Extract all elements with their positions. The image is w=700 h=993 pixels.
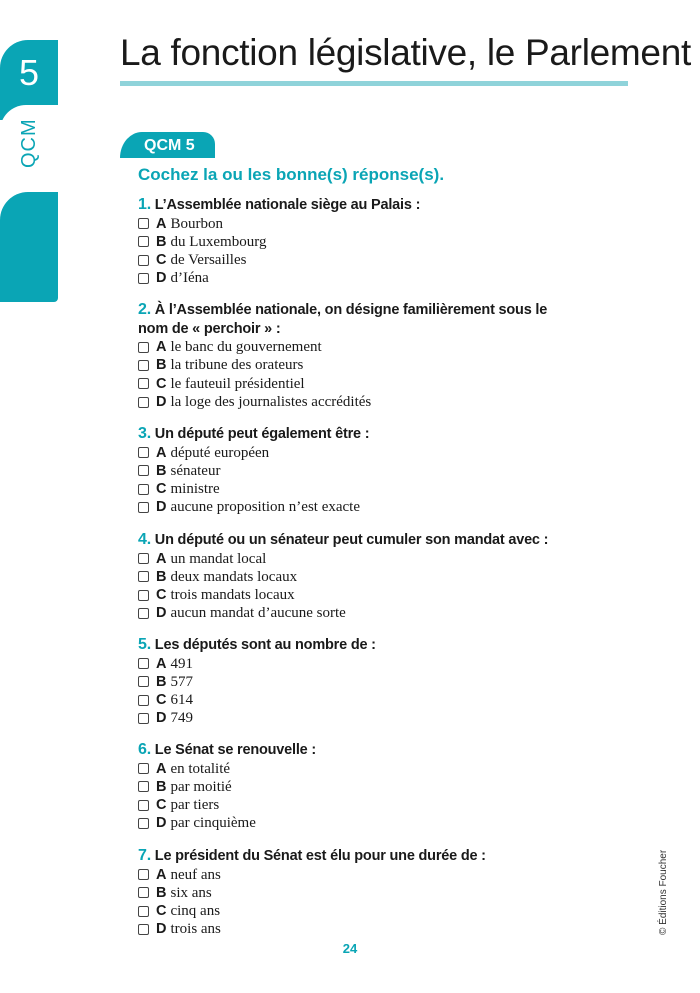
option-letter: C (156, 481, 167, 498)
option-text: 614 (170, 692, 193, 709)
option-letter: D (156, 499, 167, 516)
option-letter: D (156, 921, 167, 938)
checkbox[interactable] (138, 658, 149, 669)
option-text: la tribune des orateurs (170, 357, 304, 374)
question (138, 425, 558, 517)
answer-option[interactable] (138, 866, 558, 884)
answer-option[interactable] (138, 498, 558, 516)
option-text: la loge des journalistes accrédités (170, 393, 372, 410)
checkbox[interactable] (138, 608, 149, 619)
question-label: Le Sénat se renouvelle : (154, 742, 317, 758)
answer-option[interactable] (138, 375, 558, 393)
option-letter: B (156, 462, 167, 479)
option-text: de Versailles (170, 252, 247, 269)
option-text: en totalité (170, 760, 231, 777)
question-text (138, 741, 558, 760)
option-letter: C (156, 587, 167, 604)
question (138, 196, 558, 288)
question-number: 6. (138, 741, 151, 758)
section-label: QCM (18, 118, 40, 168)
option-letter: A (156, 215, 167, 232)
checkbox[interactable] (138, 763, 149, 774)
answer-option[interactable] (138, 568, 558, 586)
option-letter: A (156, 339, 167, 355)
question-label: Un député ou un sénateur peut cumuler son mandat avec : (154, 532, 549, 548)
option-text: trois ans (170, 921, 221, 938)
option-letter: B (156, 233, 167, 250)
answer-option[interactable] (138, 269, 558, 287)
checkbox[interactable] (138, 800, 149, 811)
option-letter: A (156, 760, 167, 777)
question-label: Les députés sont au nombre de : (154, 637, 376, 653)
option-text: par cinquième (170, 815, 256, 832)
question-number: 5. (138, 636, 151, 653)
question-text (138, 531, 558, 550)
option-letter: B (156, 884, 167, 901)
checkbox[interactable] (138, 236, 149, 247)
checkbox[interactable] (138, 887, 149, 898)
question-number: 3. (138, 425, 151, 442)
page-title: La fonction législative, le Parlement (120, 32, 691, 73)
answer-option[interactable] (138, 673, 558, 691)
option-text: aucune proposition n’est exacte (170, 499, 360, 516)
checkbox[interactable] (138, 218, 149, 229)
option-letter: A (156, 866, 167, 883)
option-letter: C (156, 692, 167, 709)
answer-option[interactable] (138, 691, 558, 709)
checkbox[interactable] (138, 869, 149, 880)
answer-option[interactable] (138, 884, 558, 902)
checkbox[interactable] (138, 465, 149, 476)
option-letter: D (156, 393, 167, 410)
answer-option[interactable] (138, 778, 558, 796)
qcm-badge: QCM 5 (120, 132, 215, 158)
answer-option[interactable] (138, 356, 558, 374)
question-text (138, 847, 558, 866)
answer-option[interactable] (138, 251, 558, 269)
question-number: 1. (138, 196, 151, 213)
option-text: sénateur (170, 462, 221, 479)
answer-option[interactable] (138, 462, 558, 480)
option-text: par moitié (170, 778, 232, 795)
question (138, 847, 558, 939)
answer-option[interactable] (138, 902, 558, 920)
question-label: L’Assemblée nationale siège au Palais : (154, 197, 421, 213)
option-text: cinq ans (170, 903, 221, 920)
option-text: 491 (170, 655, 193, 672)
question-number: 2. (138, 301, 151, 318)
option-letter: C (156, 903, 167, 920)
question-label: Le président du Sénat est élu pour une durée de : (154, 848, 486, 864)
option-text: député européen (170, 444, 270, 461)
option-text: un mandat local (170, 550, 267, 567)
question-text (138, 636, 558, 655)
checkbox[interactable] (138, 906, 149, 917)
instruction: Cochez la ou les bonne(s) réponse(s). (138, 165, 445, 184)
question-text (138, 301, 558, 338)
answer-option[interactable] (138, 550, 558, 568)
answer-option[interactable] (138, 215, 558, 233)
title-underline (120, 81, 628, 86)
question (138, 741, 558, 833)
question-label: À l’Assemblée nationale, on désigne familièrement sous le nom de « perchoir » : (138, 302, 548, 337)
question-number: 4. (138, 531, 151, 548)
answer-option[interactable] (138, 393, 558, 411)
checkbox[interactable] (138, 590, 149, 601)
question-text (138, 425, 558, 444)
checkbox[interactable] (138, 273, 149, 284)
option-text: 749 (170, 710, 193, 727)
checkbox[interactable] (138, 378, 149, 389)
checkbox[interactable] (138, 342, 149, 353)
question (138, 531, 558, 623)
checkbox[interactable] (138, 397, 149, 408)
option-letter: B (156, 568, 167, 585)
answer-option[interactable] (138, 444, 558, 462)
option-letter: B (156, 778, 167, 795)
option-letter: A (156, 655, 167, 672)
option-text: trois mandats locaux (170, 587, 295, 604)
option-text: neuf ans (170, 866, 221, 883)
option-text: le fauteuil présidentiel (170, 375, 305, 392)
option-text: du Luxembourg (170, 233, 267, 250)
answer-option[interactable] (138, 604, 558, 622)
question (138, 636, 558, 728)
answer-option[interactable] (138, 655, 558, 673)
checkbox[interactable] (138, 484, 149, 495)
option-letter: B (156, 673, 167, 690)
option-letter: D (156, 605, 167, 622)
option-letter: C (156, 252, 167, 269)
question (138, 301, 558, 411)
option-text: six ans (170, 884, 212, 901)
option-text: ministre (170, 481, 220, 498)
checkbox[interactable] (138, 781, 149, 792)
question-text (138, 196, 558, 215)
answer-option[interactable] (138, 586, 558, 604)
copyright: © Éditions Foucher (658, 849, 669, 935)
option-text: deux mandats locaux (170, 568, 298, 585)
checkbox[interactable] (138, 676, 149, 687)
question-label: Un député peut également être : (154, 426, 370, 442)
checkbox[interactable] (138, 553, 149, 564)
answer-option[interactable] (138, 796, 558, 814)
checkbox[interactable] (138, 695, 149, 706)
checkbox[interactable] (138, 924, 149, 935)
option-letter: A (156, 550, 167, 567)
option-letter: C (156, 797, 167, 814)
option-text: Bourbon (170, 215, 223, 232)
option-letter: D (156, 270, 167, 287)
answer-option[interactable] (138, 920, 558, 938)
checkbox[interactable] (138, 447, 149, 458)
answer-option[interactable] (138, 814, 558, 832)
checkbox[interactable] (138, 571, 149, 582)
page-number: 24 (342, 941, 358, 956)
option-text: le banc du gouvernement (170, 339, 322, 355)
option-letter: C (156, 375, 167, 392)
answer-option[interactable] (138, 338, 558, 356)
answer-option[interactable] (138, 480, 558, 498)
option-letter: B (156, 357, 167, 374)
checkbox[interactable] (138, 255, 149, 266)
question-number: 7. (138, 847, 151, 864)
checkbox[interactable] (138, 502, 149, 513)
answer-option[interactable] (138, 233, 558, 251)
checkbox[interactable] (138, 360, 149, 371)
option-text: 577 (170, 673, 193, 690)
chapter-number: 5 (18, 52, 40, 93)
answer-option[interactable] (138, 709, 558, 727)
answer-option[interactable] (138, 760, 558, 778)
checkbox[interactable] (138, 713, 149, 724)
option-letter: A (156, 444, 167, 461)
checkbox[interactable] (138, 818, 149, 829)
option-text: par tiers (170, 797, 220, 814)
option-text: d’Iéna (170, 270, 209, 287)
option-text: aucun mandat d’aucune sorte (170, 605, 346, 622)
option-letter: D (156, 710, 167, 727)
option-letter: D (156, 815, 167, 832)
chapter-tab-lower (0, 192, 58, 302)
